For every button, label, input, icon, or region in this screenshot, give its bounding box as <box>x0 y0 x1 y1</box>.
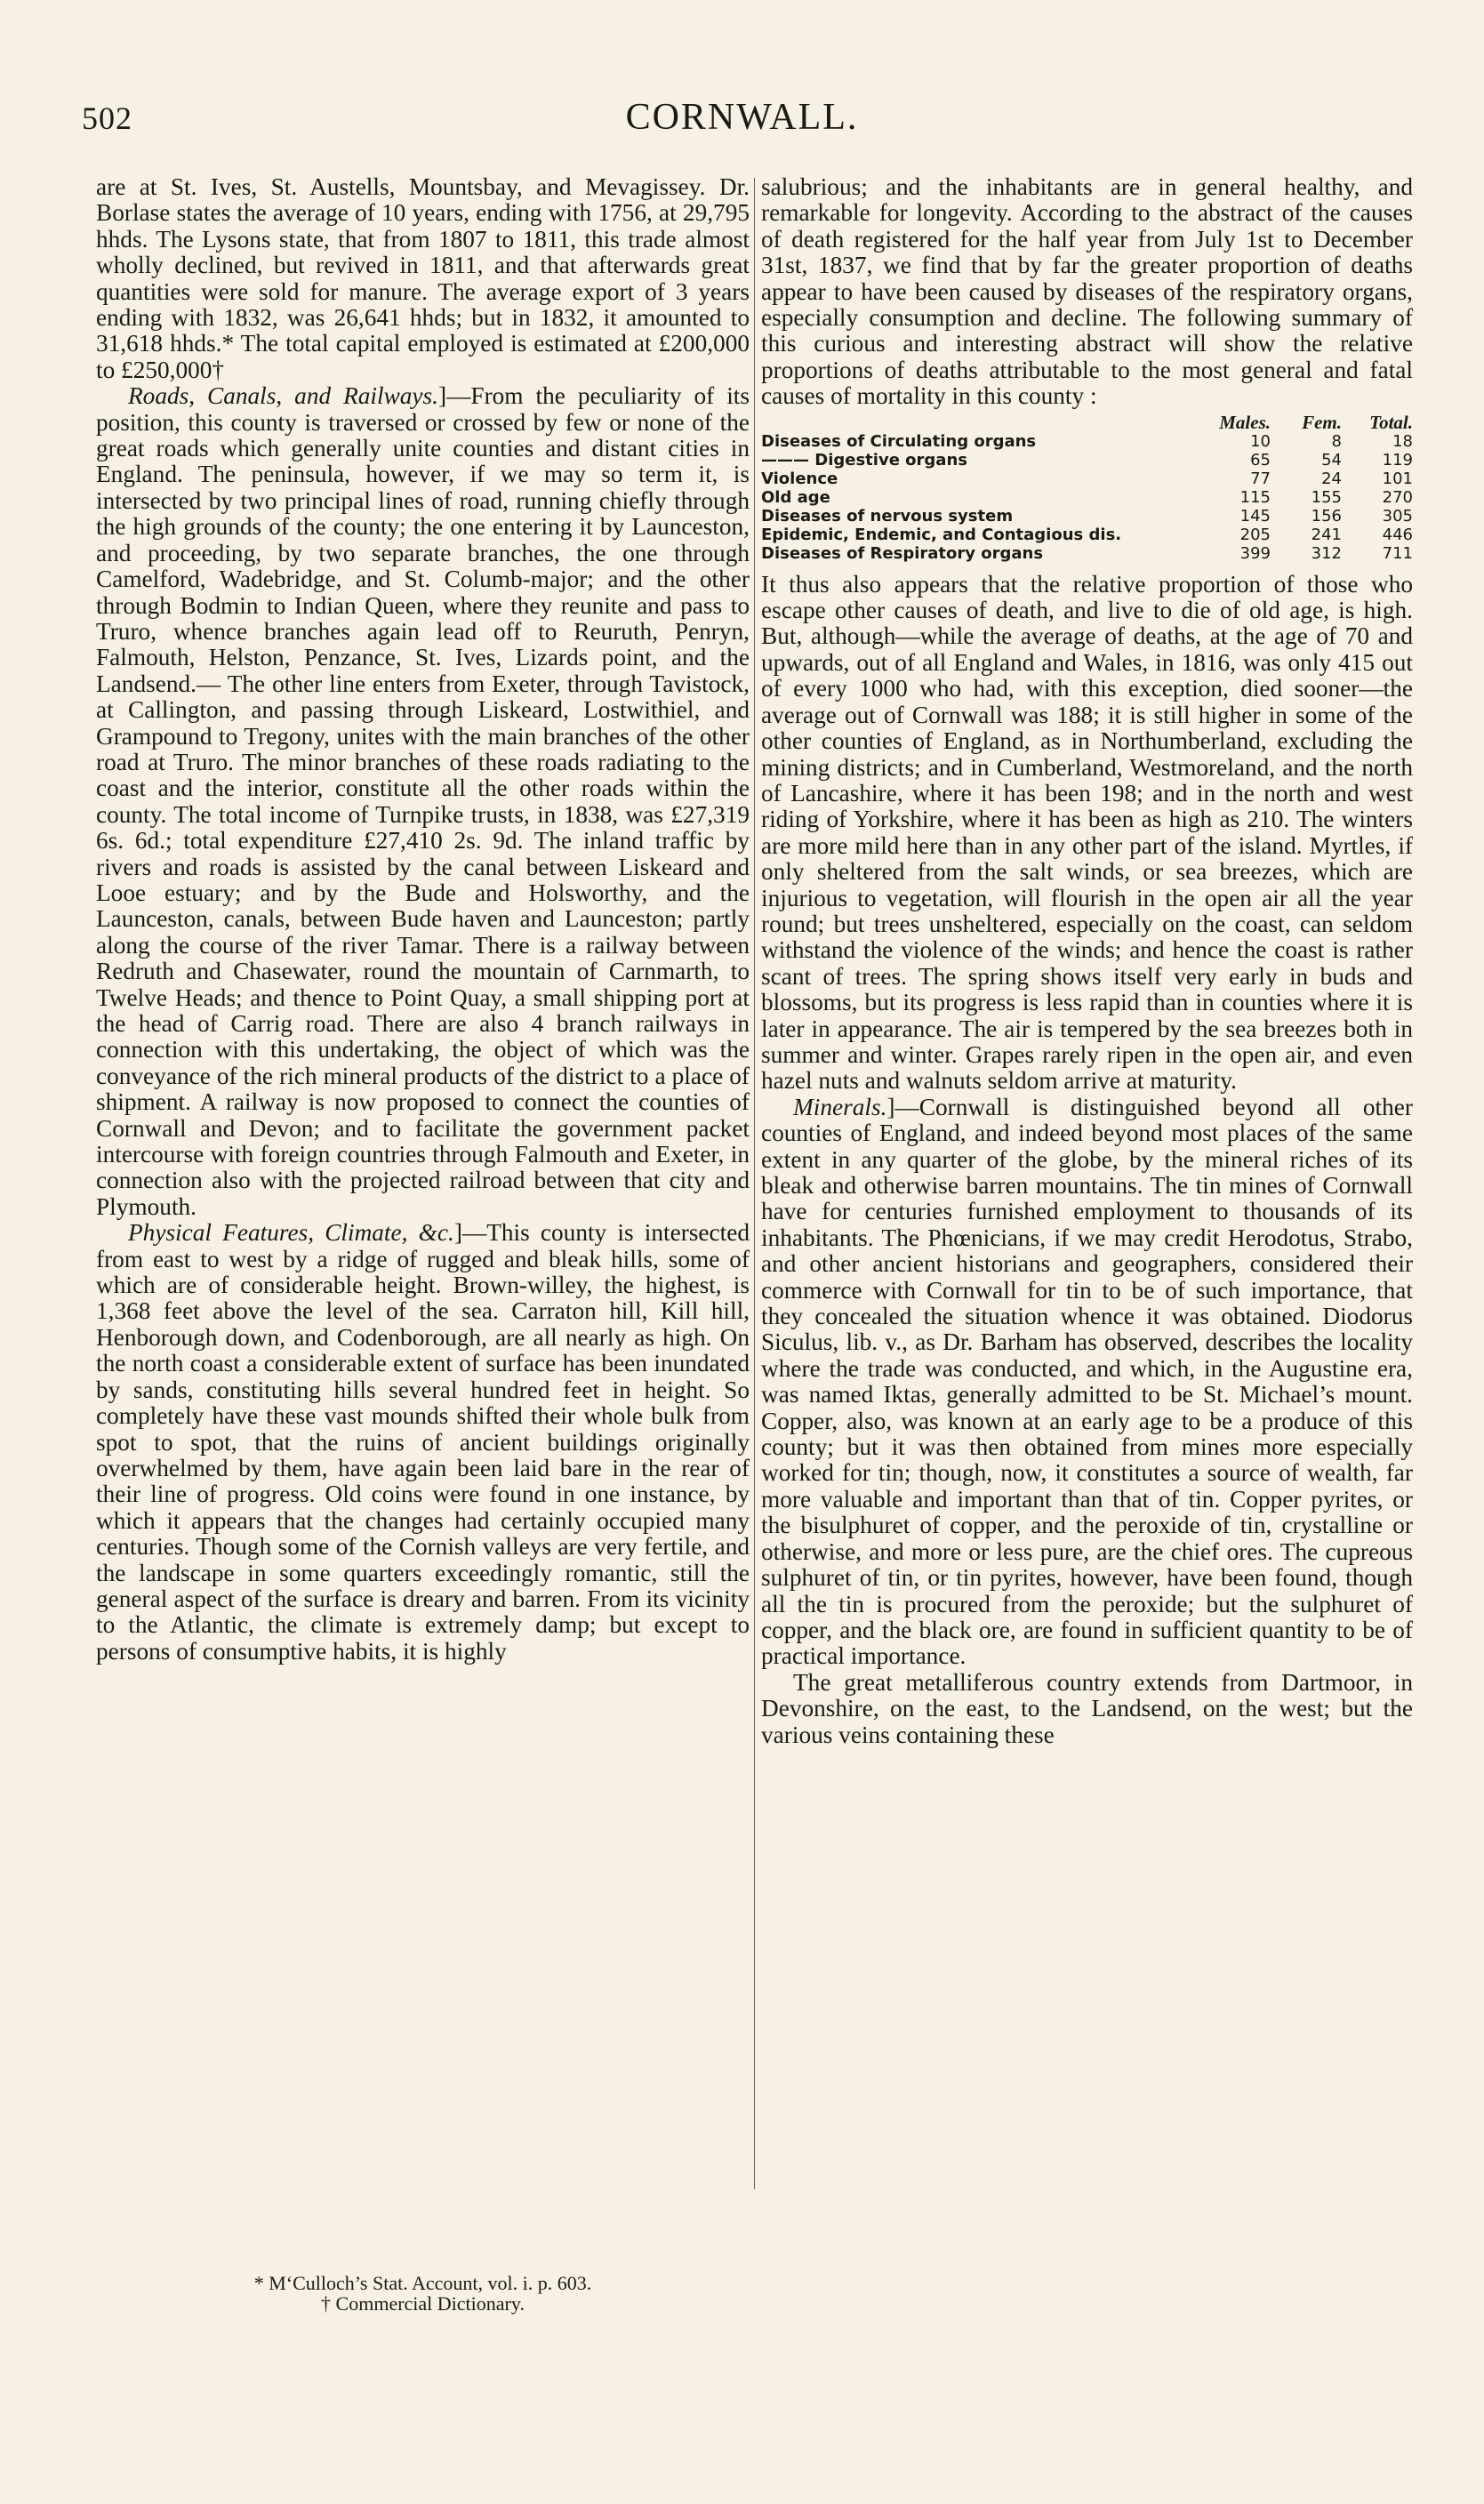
row-total: 305 <box>1382 506 1413 526</box>
header-males: Males. <box>1219 411 1271 433</box>
row-males: 77 <box>1250 469 1271 488</box>
page-number: 502 <box>82 100 132 136</box>
mortality-table <box>761 413 1413 563</box>
table-row <box>761 470 1413 488</box>
table-row <box>761 526 1413 544</box>
footnote-1: * M‘Culloch’s Stat. Account, vol. i. p. 603. <box>253 2272 592 2294</box>
row-males: 145 <box>1239 506 1271 526</box>
row-fem: 8 <box>1331 431 1342 451</box>
left-column <box>96 174 750 1665</box>
row-label: Diseases of Circulating organs <box>761 431 1037 451</box>
row-total: 18 <box>1392 431 1413 451</box>
minerals-heading: Minerals. <box>793 1093 887 1120</box>
running-title: CORNWALL. <box>625 97 859 138</box>
row-label: Violence <box>761 469 838 488</box>
header-total: Total. <box>1369 411 1413 433</box>
right-column <box>761 174 1413 1748</box>
row-label: ——— Digestive organs <box>761 450 967 470</box>
row-fem: 54 <box>1321 450 1342 470</box>
row-fem: 312 <box>1311 543 1342 563</box>
right-paragraph-1: salubrious; and the inhabitants are in general healthy, and remarkable for longevity. According to the abstract of the causes of death registered for the half year from July 1st to December 31st, 1837, we find that by far the greater proportion of deaths appear to have been caused by diseases of the respiratory organs, especially consumption and decline. The following summary of this curious and interesting abstract will show the relative proportions of deaths attributable to the most general and fatal causes of mortality in this county : <box>761 173 1413 410</box>
row-total: 119 <box>1382 450 1413 470</box>
right-paragraph-2: It thus also appears that the relative proportion of those who escape other causes of death, and live to die of old age, is high. But, although—while the average of deaths, at the age of 70 and upwards, out of all England and Wales, in 1816, was only 415 out of every 1000 who had, with this exception, died sooner—the average out of Cornwall was 188; it is still higher in some of the other counties of England, as in Northumberland, excluding the mining districts; and in Cumberland, Westmoreland, and the north of Lancashire, where it has been 198; and in the north and west riding of Yorkshire, where it has been as high as 210. The winters are more mild here than in any other part of the island. Myrtles, if only sheltered from the salt winds, or sea breezes, which are injurious to vegetation, will flourish in the open air all the year round; but trees unsheltered, especially on the coast, can seldom withstand the violence of the winds; and hence the coast is rather scant of trees. The spring shows itself very early in buds and blossoms, but its progress is less rapid than in counties where it is later in appearance. The air is tempered by the sea breezes both in summer and winter. Grapes rarely ripen in the open air, and even hazel nuts and walnuts seldom arrive at maturity. <box>761 570 1413 1095</box>
footnotes <box>96 2273 750 2314</box>
table-row <box>761 488 1413 507</box>
row-males: 10 <box>1250 431 1271 451</box>
row-label: Diseases of nervous system <box>761 506 1014 526</box>
row-fem: 241 <box>1311 525 1342 544</box>
row-total: 711 <box>1382 543 1413 563</box>
left-paragraph-1: are at St. Ives, St. Austells, Mountsbay, and Mevagissey. Dr. Borlase states the average of 10 years, ending with 1756, at 29,795 hhds. The Lysons state, that from 1807 to 1811, this trade almost wholly declined, but revived in 1811, and that afterwards great quantities were sold for manure. The average export of 3 years ending with 1832, was 26,641 hhds; but in 1832, it amounted to 31,618 hhds.* The total capital employed is estimated at £200,000 to £250,000† <box>96 173 750 383</box>
roads-heading: Roads, Canals, and Railways. <box>128 382 438 410</box>
physical-paragraph <box>96 1220 750 1665</box>
row-label: Diseases of Respiratory organs <box>761 543 1044 563</box>
physical-heading: Physical Features, Climate, &c. <box>128 1219 454 1247</box>
physical-text: ]—This county is intersected from east to west by a ridge of rugged and bleak hills, some of which are of considerable height. Brown-willey, the highest, is 1,368 feet above the level of the sea. Carraton hill, Kill hill, Henborough down, and Codenborough, are all nearly as high. On the north coast a considerable extent of surface has been inundated by sands, constituting hills several hundred feet in height. So completely have these vast mounds shifted their whole bulk from spot to spot, that the ruins of ancient buildings originally overwhelmed by them, have again been laid bare in the rear of their line of progress. Old coins were found in one instance, by which it appears that the changes had certainly occupied many centuries. Though some of the Cornish valleys are very fertile, and the landscape in some quarters exceedingly romantic, still the general aspect of the surface is dreary and barren. From its vicinity to the Atlantic, the climate is extremely damp; but except to persons of consumptive habits, it is highly <box>96 1219 750 1665</box>
row-males: 399 <box>1239 543 1271 563</box>
row-total: 446 <box>1382 525 1413 544</box>
roads-text: ]—From the peculiarity of its position, this county is traversed or crossed by few or none of the great roads which generally unite counties and distant cities in England. The peninsula, however, if we may so term it, is intersected by two principal lines of road, running chiefly through the high grounds of the county; the one entering it by Launceston, and proceeding, by two separate branches, the one through Camelford, Wadebridge, and St. Columb-major; and the other through Bodmin to Indian Queen, where they reunite and pass to Truro, whence branches again lead off to Reuruth, Penryn, Falmouth, Helston, Penzance, St. Ives, Lizards point, and the Landsend.— The other line enters from Exeter, through Tavistock, at Callington, and passing through Liskeard, Lostwithiel, and Grampound to Tregony, unites with the main branches of the other road at Truro. The minor branches of these roads radiating to the coast and the interior, constitute all the other roads within the county. The total income of Turnpike trusts, in 1838, was £27,319 6s. 6d.; total expenditure £27,410 2s. 9d. The inland traffic by rivers and roads is assisted by the canal between Liskeard and Looe estuary; and by the Bude and Holsworthy, and the Launceston, canals, between Bude haven and Launceston; partly along the course of the river Tamar. There is a railway between Redruth and Chasewater, round the mountain of Carnmarth, to Twelve Heads; and thence to Point Quay, a small shipping port at the head of Carrig road. There are also 4 branch railways in connection with this undertaking, the object of which was the conveyance of the rich mineral products of the district to a place of shipment. A railway is now proposed to connect the counties of Cornwall and Devon; and to facilitate the government packet intercourse with foreign countries through Falmouth and Exeter, in connection also with the projected railroad between that city and Plymouth. <box>96 382 750 1220</box>
right-paragraph-last: The great metalliferous country extends from Dartmoor, in Devonshire, on the east, to the Landsend, on the west; but the various veins containing these <box>761 1668 1413 1748</box>
footnote-2: † Commercial Dictionary. <box>321 2292 525 2315</box>
minerals-text: ]—Cornwall is distinguished beyond all other counties of England, and indeed beyond most places of the same extent in any quarter of the globe, by the mineral riches of its bleak and otherwise barren mountains. The tin mines of Cornwall have for centuries furnished employment to thousands of its inhabitants. The Phœnicians, if we may credit Herodotus, Strabo, and other ancient historians and geographers, considered their commerce with Cornwall for tin to be of such importance, that they concealed the situation whence it was obtained. Diodorus Siculus, lib. v., as Dr. Barham has observed, describes the locality where the trade was conducted, and which, in the Augustine era, was named Iktas, generally admitted to be St. Michael’s mount. Copper, also, was known at an early age to be a produce of this county; but it was then obtained from mines more especially worked for tin; though, now, it constitutes a source of wealth, far more valuable and important than that of tin. Copper pyrites, or the bisulphuret of copper, and the peroxide of tin, crystalline or otherwise, and more or less pure, are the chief ores. The cupreous sulphuret of tin, or tin pyrites, however, have been found, though all the tin is procured from the peroxide; but the sulphuret of copper, and the black ore, are found in sufficient quantity to be of practical importance. <box>761 1093 1413 1670</box>
table-row <box>761 432 1413 451</box>
row-fem: 155 <box>1311 487 1342 507</box>
row-fem: 156 <box>1311 506 1342 526</box>
row-males: 115 <box>1239 487 1271 507</box>
roads-paragraph <box>96 383 750 1220</box>
row-males: 65 <box>1250 450 1271 470</box>
row-label: Old age <box>761 487 830 507</box>
table-row <box>761 544 1413 563</box>
minerals-paragraph <box>761 1095 1413 1670</box>
row-total: 101 <box>1382 469 1413 488</box>
row-label: Epidemic, Endemic, and Contagious dis. <box>761 525 1122 544</box>
table-row <box>761 507 1413 526</box>
header-fem: Fem. <box>1302 411 1342 433</box>
row-males: 205 <box>1239 525 1271 544</box>
mortality-table-header <box>761 413 1413 432</box>
row-total: 270 <box>1382 487 1413 507</box>
column-divider <box>754 178 755 2189</box>
table-row <box>761 451 1413 470</box>
row-fem: 24 <box>1321 469 1342 488</box>
